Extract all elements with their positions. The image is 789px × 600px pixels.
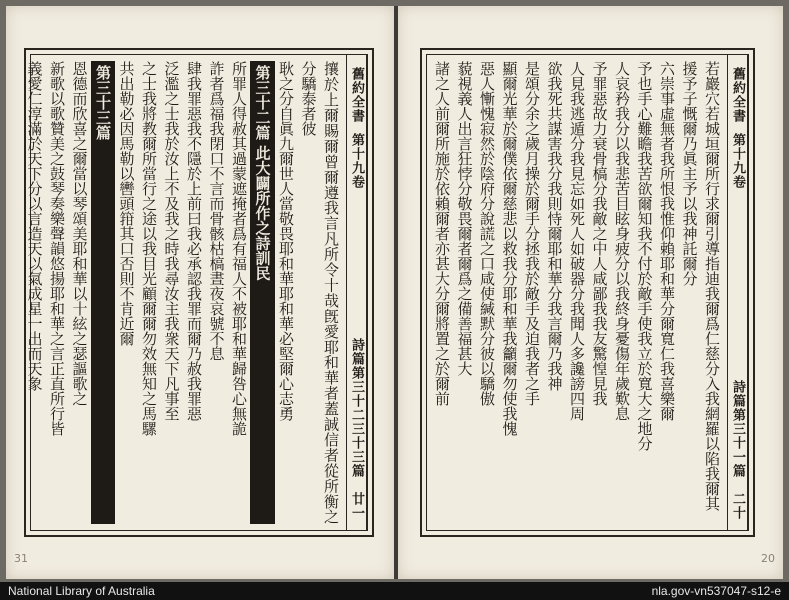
text-column: 六崇事虛無者我所恨我惟仰賴耶和華分爾寬仁我喜樂爾 <box>658 61 676 421</box>
left-page <box>6 6 394 579</box>
text-column: 諸之人前爾所施於依賴爾者亦甚大分爾將置之於爾前 <box>433 61 451 406</box>
text-column: 人見我逃遁分我見忘如死人如破器分我聞人多讒謗四周 <box>568 61 586 421</box>
left-running-head <box>346 55 367 530</box>
text-column: 義愛仁淳滿於天下分以言造天以氣成星一出而天象 <box>25 61 44 391</box>
library-credit: National Library of Australia <box>8 584 155 598</box>
left-section-title: 詩篇第三十二三十三篇 <box>349 338 364 478</box>
text-column: 肆我罪惡我不隱於上前曰我必承認我罪而爾乃赦我罪惡 <box>185 61 203 421</box>
right-running-head <box>727 55 748 530</box>
text-column: 攘於上爾賜爾曾爾遵我言凡所令十哉旣愛耶和華者蓋誠信者從所衡之分驕泰者彼 <box>299 61 340 524</box>
right-page <box>398 6 783 579</box>
right-volume: 第十九卷 <box>730 133 745 189</box>
text-column: 之士我將教爾所當行之途以我目光顧爾爾勿效無知之馬騾 <box>140 61 158 436</box>
text-column: 新歌以歌贊美之鼓琴奏樂聲韻悠揚耶和華之言正直所行皆 <box>48 61 66 436</box>
psalm-heading: 第三十三篇 <box>91 61 116 524</box>
text-column: 欲我死共謀害我分我則恃爾耶和華分我言爾乃我神 <box>545 61 564 391</box>
attribution-bar <box>0 582 789 600</box>
right-folio: 二十 <box>730 492 745 520</box>
item-identifier: nla.gov-vn537047-s12-e <box>651 584 781 598</box>
text-column: 顯爾光華於爾僕依爾慈悲以救我分耶和華我籲爾勿使我愧 <box>500 61 519 436</box>
text-column: 藐視義人出言狂悖分敬畏爾者爾爲之備善福甚大 <box>455 61 474 376</box>
right-section-title: 詩篇第三十一篇 <box>730 380 745 478</box>
text-column: 若巖穴若城垣爾所行求爾引導指迪我爾爲仁慈分入我網羅以陷我爾其 <box>703 61 721 511</box>
text-column: 恩德而欣喜之爾當以琴頌美耶和華以十絃之瑟謳歌之 <box>70 61 89 406</box>
text-column: 援予子慨爾乃眞主予以我神託爾分 <box>680 61 699 286</box>
text-column: 予罪惡故力衰骨槁分我敵之中人咸鄙我我友驚惶見我 <box>590 61 609 406</box>
left-page-frame <box>24 48 374 537</box>
left-folio: 廿一 <box>349 492 364 520</box>
text-column: 所罪人得赦其過蒙遮掩者爲有福人不被耶和華歸咎心無詭 <box>230 61 248 436</box>
left-volume: 第十九卷 <box>349 133 364 189</box>
left-body-text <box>19 55 346 530</box>
psalm-heading: 第三十二篇 此大闢所作之詩訓民 <box>250 61 275 524</box>
left-corner-number: 31 <box>14 552 28 565</box>
text-column: 是頌分余之歲月操於爾手分拯我於敵手及迫我者之手 <box>523 61 541 406</box>
right-corner-number: 20 <box>761 552 775 565</box>
text-column: 共出勒必因馬勒以轡頭箝其口否則不肯近爾 <box>117 61 136 346</box>
text-column: 詐者爲福我閉口不言而骨骸枯槁晝夜哀號不息 <box>207 61 226 361</box>
right-page-frame <box>420 48 755 537</box>
text-column: 人哀矜我分以我悲苦目眩身疲分以我終身憂傷年歲歎息 <box>613 61 631 421</box>
text-column: 予也手心難瞻我苦欲爾知我不付於敵手使我立於寬大之地分 <box>635 61 654 451</box>
left-book-title: 舊約全書 <box>349 67 364 123</box>
text-column: 耿之分自眞九爾世人當敬畏耶和華耶和華必堅爾心志勇 <box>277 61 295 421</box>
text-column: 泛濫之士我於汝上不及我之時我尋汝主我衆天下凡事至 <box>162 61 181 421</box>
right-body-text <box>427 55 728 530</box>
right-book-title: 舊約全書 <box>730 67 745 123</box>
text-column: 惡人慚愧寂然於陰府分說謊之口咸使緘默分彼以驕傲 <box>478 61 496 406</box>
